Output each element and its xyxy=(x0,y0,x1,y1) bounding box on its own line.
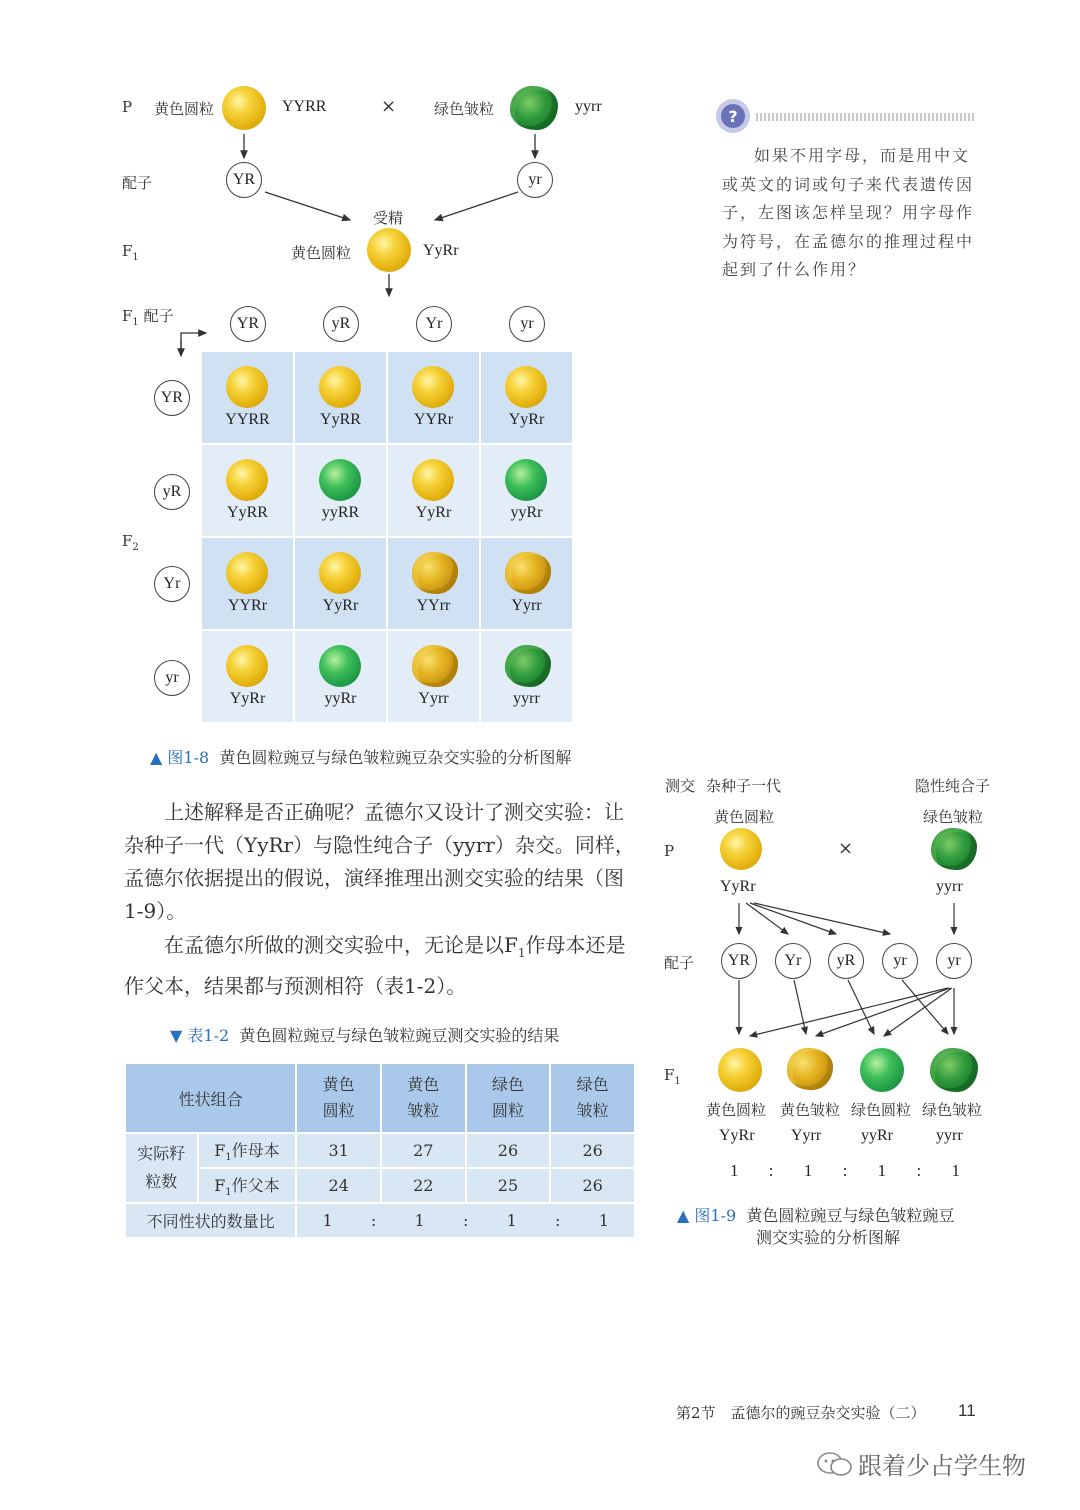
gamete-label: 配子 xyxy=(122,174,153,192)
parent1-phenotype: 黄色圆粒 xyxy=(154,100,215,118)
cross-symbol: × xyxy=(838,838,854,859)
table-cell: 26 xyxy=(467,1134,550,1167)
row-gamete-circle: YR xyxy=(154,380,190,416)
genotype-label: YyRr xyxy=(508,411,545,428)
fertilization-label: 受精 xyxy=(373,209,404,227)
genotype-label: yyRR xyxy=(321,504,360,521)
column-gamete-circle: YR xyxy=(230,306,266,342)
column-gamete-circle: yR xyxy=(323,306,359,342)
gamete-circle: yr xyxy=(936,943,972,979)
green-round-pea-icon xyxy=(860,1048,904,1092)
genotype-label: YyRR xyxy=(227,504,268,521)
offspring-genotype: yyRr xyxy=(861,1127,893,1144)
body-paragraph-1: 上述解释是否正确呢？孟德尔又设计了测交实验：让杂种子一代（YyRr）与隐性纯合子（yyrr）杂交。同样，孟德尔依据提出的假说，演绎推理出测交实验的结果（图1-9）。 xyxy=(124,800,635,923)
parent2-genotype: yyrr xyxy=(575,98,602,115)
question-text: 如果不用字母，而是用中文或英文的词或句子来代表遗传因子，左图该怎样呈现？用字母作为符号，在孟德尔的推理过程中起到了什么作用？ xyxy=(722,146,975,279)
table-cell: 26 xyxy=(551,1169,634,1202)
offspring-genotype: YyRr xyxy=(719,1127,755,1144)
genotype-label: YyRr xyxy=(415,504,452,521)
genotype-label: Yyrr xyxy=(418,690,449,707)
genotype-label: yyRr xyxy=(510,504,543,521)
row-gamete-circle: yR xyxy=(154,474,190,510)
table-cell: 24 xyxy=(297,1169,380,1202)
cross-symbol: × xyxy=(381,96,397,117)
p-label: P xyxy=(664,842,675,860)
offspring-phenotype: 绿色圆粒 xyxy=(851,1101,912,1119)
table-1-2-caption: ▼ 表1-2 黄色圆粒豌豆与绿色皱粒豌豆测交实验的结果 xyxy=(170,1026,560,1045)
ratio-label: 不同性状的数量比 xyxy=(126,1204,295,1237)
table-cell: 26 xyxy=(551,1134,634,1167)
gamete-circle: YR xyxy=(721,943,757,979)
table-cell: 25 xyxy=(467,1169,550,1202)
wechat-icon xyxy=(816,1450,854,1478)
ratio-values: 1 : 1 : 1 : 1 xyxy=(297,1204,634,1237)
parent2-phenotype: 绿色皱粒 xyxy=(923,808,984,826)
p-label: P xyxy=(122,98,133,116)
figure-1-9-caption: ▲ 图1-9 黄色圆粒豌豆与绿色皱粒豌豆 xyxy=(677,1206,955,1225)
genotype-label: yyRr xyxy=(324,690,357,707)
question-icon: ? xyxy=(716,99,750,133)
watermark: 跟着少占学生物 xyxy=(816,1446,1026,1481)
table-header-col: 绿色 圆粒 xyxy=(467,1064,550,1132)
table-cell: 31 xyxy=(297,1134,380,1167)
column-gamete-circle: yr xyxy=(509,306,545,342)
row-label: $F_1$作父本 xyxy=(199,1169,296,1202)
table-header-col: 绿色 皱粒 xyxy=(551,1064,634,1132)
column-gamete-circle: Yr xyxy=(416,306,452,342)
gamete-circle: Yr xyxy=(775,943,811,979)
parent1-genotype: YyRr xyxy=(720,878,756,895)
f1-genotype: YyRr xyxy=(423,242,459,259)
row-label: $F_1$作母本 xyxy=(199,1134,296,1167)
offspring-ratio: 1 : 1 : 1 : 1 xyxy=(730,1161,960,1180)
gamete-circle: YR xyxy=(226,162,262,198)
table-cell: 27 xyxy=(382,1134,465,1167)
table-header-col: 黄色 皱粒 xyxy=(382,1064,465,1132)
genotype-label: yyrr xyxy=(513,690,540,707)
testcross-label: 测交 xyxy=(665,777,696,795)
genotype-label: YyRr xyxy=(322,597,359,614)
row-gamete-circle: Yr xyxy=(154,566,190,602)
body-paragraph-2: 在孟德尔所做的测交实验中，无论是以$F_1$作母本还是作父本，结果都与预测相符（表1-2）。 xyxy=(124,933,626,998)
offspring-phenotype: 绿色皱粒 xyxy=(922,1101,983,1119)
genotype-label: YyRr xyxy=(229,690,266,707)
yellow-wrinkled-pea-icon xyxy=(787,1048,833,1090)
f1-label: $F_1$ xyxy=(122,242,139,263)
genotype-label: YYRR xyxy=(225,411,270,428)
figure-1-8-caption: ▲ 图1-8 黄色圆粒豌豆与绿色皱粒豌豆杂交实验的分析图解 xyxy=(150,748,572,767)
table-row xyxy=(126,1169,634,1202)
figure-1-9-caption-line2: 测交实验的分析图解 xyxy=(756,1228,901,1247)
hybrid-label: 杂种子一代 xyxy=(706,777,782,795)
offspring-genotype: yyrr xyxy=(936,1127,963,1144)
green-wrinkled-pea-icon xyxy=(930,1048,978,1092)
ratio-row xyxy=(126,1204,634,1237)
gamete-circle: yr xyxy=(517,162,553,198)
parent1-phenotype: 黄色圆粒 xyxy=(714,808,775,826)
yellow-round-pea-icon xyxy=(718,1048,762,1092)
gamete-label: 配子 xyxy=(664,954,695,972)
f1-gamete-label: $F_1$ 配子 xyxy=(122,307,174,328)
offspring-phenotype: 黄色皱粒 xyxy=(780,1101,841,1119)
gamete-circle: yR xyxy=(828,943,864,979)
row-gamete-circle: yr xyxy=(154,660,190,696)
parent2-genotype: yyrr xyxy=(936,878,963,895)
table-cell: 22 xyxy=(382,1169,465,1202)
table-row xyxy=(126,1134,634,1167)
offspring-phenotype: 黄色圆粒 xyxy=(706,1101,767,1119)
table-header-col: 黄色 圆粒 xyxy=(297,1064,380,1132)
genotype-label: YYrr xyxy=(416,597,451,614)
f1-phenotype: 黄色圆粒 xyxy=(291,244,352,262)
recessive-label: 隐性纯合子 xyxy=(915,777,991,795)
parent2-phenotype: 绿色皱粒 xyxy=(434,100,495,118)
table-header-first: 性状组合 xyxy=(126,1064,295,1132)
genotype-label: YyRR xyxy=(320,411,361,428)
f1-label: $F_1$ xyxy=(664,1066,681,1087)
page-number: 11 xyxy=(958,1401,976,1420)
genotype-label: YYRr xyxy=(227,597,268,614)
genotype-label: YYRr xyxy=(413,411,454,428)
genotype-label: Yyrr xyxy=(511,597,542,614)
offspring-genotype: Yyrr xyxy=(791,1127,822,1144)
f2-label: $F_2$ xyxy=(122,532,139,553)
parent1-genotype: YYRR xyxy=(282,98,327,115)
section-footer: 第2节 孟德尔的豌豆杂交实验（二） xyxy=(676,1404,926,1422)
gamete-circle: yr xyxy=(882,943,918,979)
group-label: 实际籽 粒数 xyxy=(126,1134,197,1202)
